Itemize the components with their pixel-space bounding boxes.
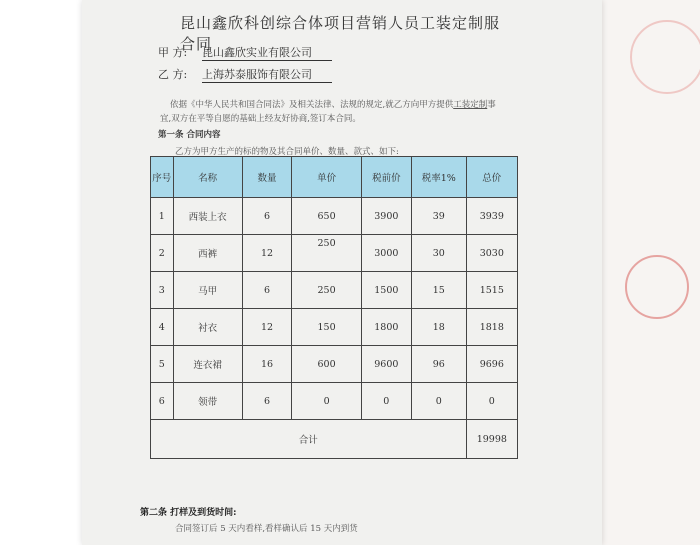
cell-no: 1 (151, 198, 174, 235)
cell-total: 3939 (466, 198, 517, 235)
cell-price (292, 235, 361, 272)
cell-price: 650 (292, 198, 361, 235)
cell-pretax: 3900 (361, 198, 411, 235)
table-row (151, 346, 518, 383)
cell-qty: 6 (242, 198, 292, 235)
preamble-text-end: 事 (487, 100, 496, 110)
cell-qty: 12 (242, 309, 292, 346)
table-row (151, 235, 518, 272)
cell-no: 4 (151, 309, 174, 346)
table-row (151, 272, 518, 309)
header-no: 序号 (151, 157, 174, 198)
cell-total: 9696 (466, 346, 517, 383)
total-label: 合计 (151, 420, 467, 459)
cell-no: 6 (151, 383, 174, 420)
cell-no: 5 (151, 346, 174, 383)
cell-tax: 18 (411, 309, 466, 346)
cell-qty: 6 (242, 272, 292, 309)
cell-name: 领带 (173, 383, 242, 420)
cell-pretax: 3000 (361, 235, 411, 272)
cell-total: 1818 (466, 309, 517, 346)
cell-pretax: 1800 (361, 309, 411, 346)
cell-price: 250 (292, 272, 361, 309)
preamble (160, 98, 560, 126)
red-seal-stamp-2 (625, 255, 689, 319)
cell-price-value: 250 (317, 237, 336, 249)
party-a (158, 44, 332, 61)
cell-qty: 16 (242, 346, 292, 383)
party-b-name: 上海苏泰服饰有限公司 (202, 66, 332, 83)
party-b (158, 66, 332, 83)
preamble-text-2: 宜,双方在平等自愿的基础上经友好协商,签订本合同。 (160, 114, 361, 124)
cell-tax: 39 (411, 198, 466, 235)
header-price: 单价 (292, 157, 361, 198)
cell-name: 衬衣 (173, 309, 242, 346)
cell-total: 0 (466, 383, 517, 420)
table-header-row (151, 157, 518, 198)
header-qty: 数量 (242, 157, 292, 198)
total-value: 19998 (466, 420, 517, 459)
cell-no: 2 (151, 235, 174, 272)
table-row (151, 198, 518, 235)
cell-no: 3 (151, 272, 174, 309)
header-tax: 税率1% (411, 157, 466, 198)
section1-intro: 乙方为甲方生产的标的物及其合同单价、数量、款式、如下: (175, 147, 399, 157)
table-row (151, 383, 518, 420)
preamble-text: 依据《中华人民共和国合同法》及相关法律、法规的规定,就乙方向甲方提供 (170, 100, 454, 110)
party-b-label: 乙 方: (158, 68, 188, 81)
party-a-name: 昆山鑫欣实业有限公司 (202, 44, 332, 61)
cell-pretax: 0 (361, 383, 411, 420)
cell-name: 马甲 (173, 272, 242, 309)
contract-items-table (150, 156, 518, 459)
cell-qty: 6 (242, 383, 292, 420)
party-a-label: 甲 方: (158, 46, 188, 59)
cell-tax: 96 (411, 346, 466, 383)
cell-tax: 15 (411, 272, 466, 309)
header-pretax: 税前价 (361, 157, 411, 198)
cell-tax: 0 (411, 383, 466, 420)
cell-total: 1515 (466, 272, 517, 309)
cell-name: 连衣裙 (173, 346, 242, 383)
preamble-underline: 工装定制 (453, 100, 488, 110)
header-total: 总价 (466, 157, 517, 198)
cell-qty: 12 (242, 235, 292, 272)
table-total-row (151, 420, 518, 459)
contract-title: 昆山鑫欣科创综合体项目营销人员工装定制服合同 (180, 14, 501, 53)
cell-pretax: 1500 (361, 272, 411, 309)
cell-total: 3030 (466, 235, 517, 272)
cell-price: 0 (292, 383, 361, 420)
cell-tax: 30 (411, 235, 466, 272)
cell-price: 600 (292, 346, 361, 383)
section2-text: 合同签订后 5 天内看样,看样确认后 15 天内到货 (175, 524, 358, 534)
cell-price: 150 (292, 309, 361, 346)
header-name: 名称 (173, 157, 242, 198)
cell-pretax: 9600 (361, 346, 411, 383)
section1-heading: 第一条 合同内容 (158, 130, 221, 140)
section2-heading: 第二条 打样及到货时间: (140, 508, 237, 518)
red-seal-stamp (630, 20, 700, 94)
cell-name: 西裤 (173, 235, 242, 272)
cell-name: 西装上衣 (173, 198, 242, 235)
table-row (151, 309, 518, 346)
